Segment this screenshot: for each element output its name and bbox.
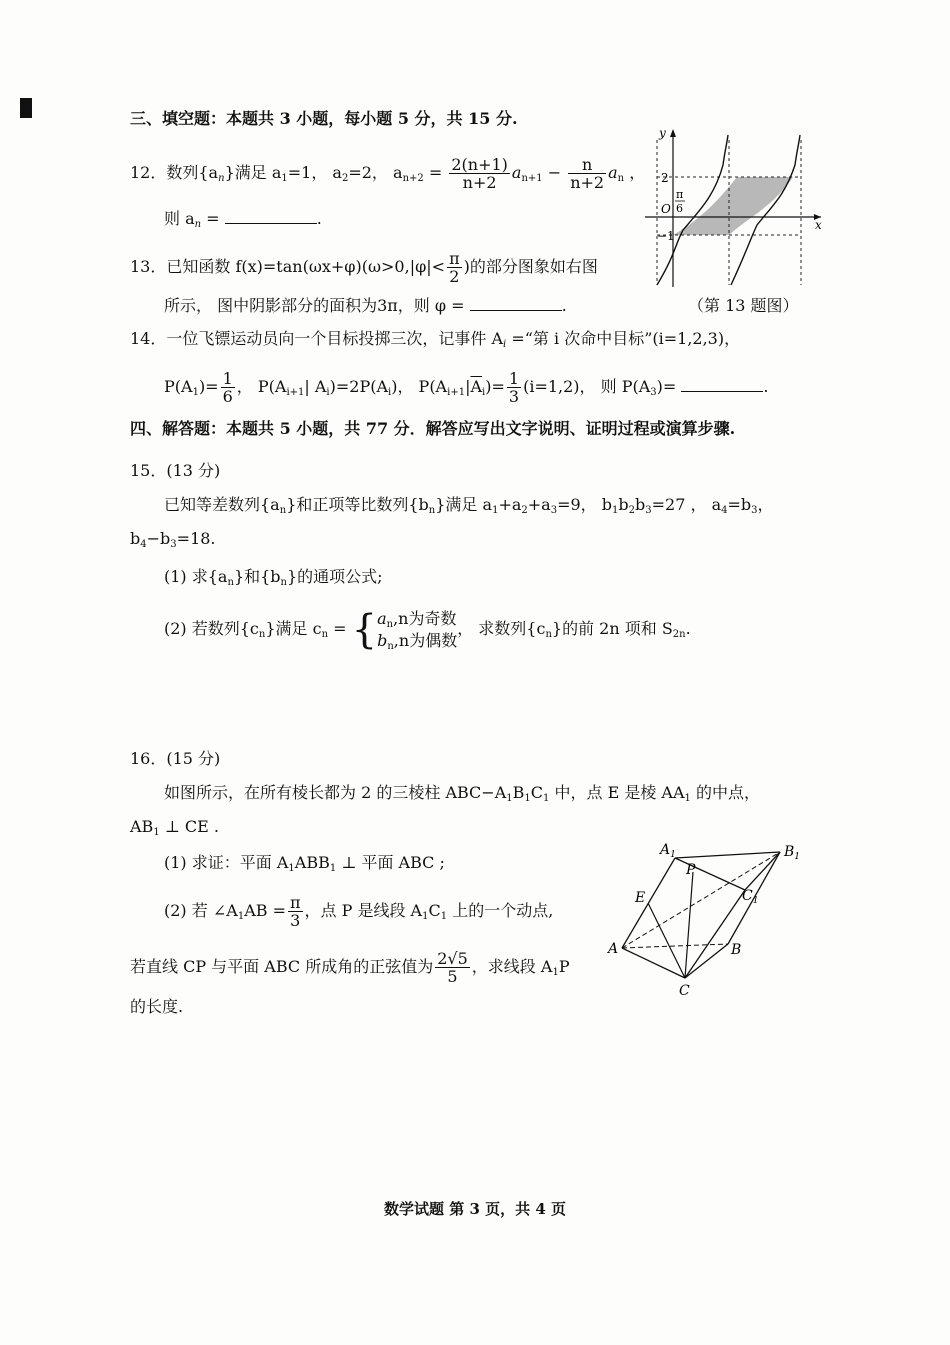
- prism-figure: [600, 838, 815, 1000]
- registration-mark: [20, 98, 32, 118]
- question-13: 13．已知函数 f(x)=tan(ωx+φ)(ω>0,|φ|< $\frac{\pi}{2}$ )的部分图象如右图: [130, 249, 598, 286]
- label-B1: $B_1$: [784, 844, 801, 862]
- question-15-heading: 15．(13 分): [130, 461, 221, 480]
- pi-label: π: [676, 188, 684, 201]
- question-12-line2: 则 $a_n$ = .: [164, 209, 322, 230]
- edge-AC: [622, 948, 685, 978]
- figure-13-caption: （第 13 题图）: [688, 296, 799, 315]
- edge-A1B1: [675, 852, 780, 858]
- segment-EC: [648, 903, 685, 978]
- x-label: x: [815, 218, 822, 232]
- label-P: P: [686, 862, 696, 878]
- section-4-title: 四、解答题：本题共 5 小题，共 77 分．解答应写出文字说明、证明过程或演算步骤.: [130, 419, 736, 438]
- label-C1: $C_1$: [742, 888, 759, 906]
- question-15-line2: $b_4-b_3=18$.: [130, 529, 216, 550]
- question-15-part1: (1) 求$\{a_n\}$和$\{b_n\}$的通项公式;: [164, 567, 383, 588]
- answer-blank-13[interactable]: [470, 296, 562, 311]
- question-15-part2: (2) 若数列$\{c_n\}$满足 $c_n$ = { $a_n,n$为奇数 $b_n,n$为偶数 ， 求数列$\{c_n\}$的前 2n 项和 $S_{2n}$.: [164, 606, 691, 653]
- y-label: y: [659, 126, 666, 140]
- label-C: C: [679, 983, 690, 999]
- shaded-region: [673, 177, 793, 235]
- label-A1: $A_1$: [660, 842, 676, 860]
- label-B: B: [731, 942, 742, 958]
- six-label: 6: [676, 202, 683, 215]
- tick-label-neg1: −1: [657, 229, 675, 243]
- question-15-line1: 已知等差数列$\{a_n\}$和正项等比数列$\{b_n\}$满足 $a_1+a_2+a_3=9$， $b_1b_2b_3=27$ ， $a_4=b_3$，: [164, 495, 774, 516]
- question-16-heading: 16．(15 分): [130, 749, 221, 768]
- label-E: E: [635, 890, 646, 906]
- answer-blank-14[interactable]: [681, 377, 763, 392]
- question-13-line2: 所示， 图中阴影部分的面积为3π，则 φ = .: [164, 296, 567, 315]
- question-16-line5: 若直线 CP 与平面 ABC 所成角的正弦值为 $\frac{2√5}{5}$ ，求线段 $A_1P$: [130, 949, 570, 986]
- question-14: 14．一位飞镖运动员向一个目标投掷三次，记事件 $A_i$ =“第 i 次命中目标”(i=1,2,3)，: [130, 329, 741, 350]
- edge-CC1: [685, 890, 745, 978]
- y-axis-arrow: [670, 129, 676, 137]
- edge-B1C1: [745, 852, 780, 890]
- edge-BC: [685, 944, 728, 978]
- question-16-line2: $AB_1$ ⊥ CE .: [130, 817, 219, 838]
- edge-AB-hidden: [622, 944, 728, 948]
- question-12: 12．数列$\{a_n\}$满足 $a_1=1$， $a_2=2$， $a_{n+2}$ = $\frac{2(n+1)}{n+2}$ $a_{n+1}$ − $\frac{n}{n+2}$ $a_n$ ，: [130, 155, 646, 192]
- tangent-graph-figure: [645, 125, 830, 290]
- section-3-title: 三、填空题：本题共 3 小题，每小题 5 分，共 15 分.: [130, 109, 518, 128]
- question-16-part1: (1) 求证：平面 $A_1ABB_1$ ⊥ 平面 ABC ;: [164, 853, 445, 874]
- question-14-line2: $P(A_1)=$ $\frac{1}{6}$ ， $P(A_{i+1}|$ $A_i)=2P(A_i)$， $P(A_{i+1}|\overline{A}_i)=$ $\frac{1}{3}$ (i=1,2)， 则 $P(A_3)=$ .: [164, 369, 769, 406]
- origin-label: O: [661, 202, 671, 216]
- page-footer: 数学试题 第 3 页，共 4 页: [384, 1200, 566, 1218]
- label-A: A: [608, 941, 619, 957]
- question-16-part2: (2) 若 $\angle A_1AB$ = $\frac{\pi}{3}$ ，点 P 是线段 $A_1C_1$ 上的一个动点,: [164, 893, 554, 930]
- answer-blank-12[interactable]: [225, 209, 317, 224]
- tick-label-2: 2: [661, 171, 669, 185]
- question-16-line1: 如图所示，在所有棱长都为 2 的三棱柱 $ABC-A_1B_1C_1$ 中，点 E 是棱 $AA_1$ 的中点，: [164, 783, 761, 804]
- question-16-line6: 的长度.: [130, 997, 184, 1016]
- segment-PC: [685, 872, 693, 978]
